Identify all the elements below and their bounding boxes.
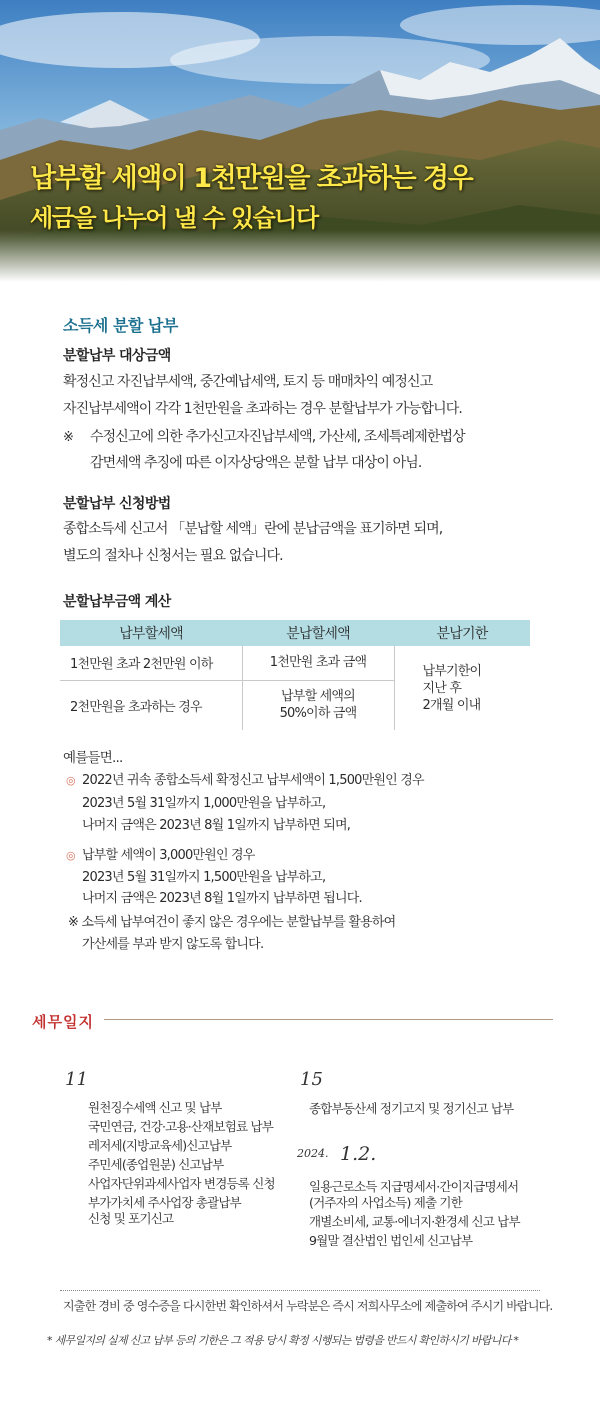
column-header-installment: 분납할세액 bbox=[242, 620, 394, 646]
diary-date-right-top: 15 bbox=[300, 1069, 323, 1090]
examples-note-line-2: 가산세를 부과 받지 않도록 합니다. bbox=[82, 937, 264, 952]
table-row bbox=[60, 646, 530, 680]
installment-line-1: 납부할 세액의 bbox=[281, 689, 355, 705]
target-note-line-1: 수정신고에 의한 추가신고자진납부세액, 가산세, 조세특례제한법상 bbox=[90, 429, 465, 445]
bullet-icon: ◎ bbox=[66, 849, 76, 862]
calc-heading: 분할납부금액 계산 bbox=[63, 594, 171, 610]
method-line-1: 종합소득세 신고서 「분납할 세액」란에 분납금액을 표기하면 되며, bbox=[63, 521, 443, 537]
example-2-line-1: 납부할 세액이 3,000만원인 경우 bbox=[82, 848, 255, 863]
diary-date-month-day: 1.2. bbox=[340, 1143, 377, 1165]
diary-left-item: 신청 및 포기신고 bbox=[88, 1211, 174, 1226]
table-cell-deadline bbox=[394, 646, 530, 730]
diary-date-left: 11 bbox=[65, 1069, 88, 1090]
example-1-line-3: 나머지 금액은 2023년 8월 1일까지 납부하면 되며, bbox=[82, 818, 351, 833]
method-line-2: 별도의 절차나 신청서는 필요 없습니다. bbox=[63, 548, 283, 564]
column-header-tax: 납부할세액 bbox=[60, 620, 242, 646]
footer-note: 지출한 경비 중 영수증을 다시한번 확인하셔서 누락분은 즉시 저희사무소에 제출하여 주시기 바랍니다. bbox=[63, 1299, 553, 1313]
method-heading: 분할납부 신청방법 bbox=[63, 496, 171, 512]
deadline-line-3: 2개월 이내 bbox=[422, 697, 481, 713]
diary-left-item: 사업자단위과세사업자 변경등록 신청 bbox=[88, 1176, 275, 1191]
diary-left-item: 레저세(지방교육세)신고납부 bbox=[88, 1138, 232, 1153]
diary-left-item: 주민세(종업원분) 신고납부 bbox=[88, 1157, 224, 1172]
deadline-line-2: 지난 후 bbox=[422, 680, 462, 696]
example-2-line-3: 나머지 금액은 2023년 8월 1일까지 납부하면 됩니다. bbox=[82, 891, 362, 906]
column-header-deadline: 분납기한 bbox=[394, 620, 530, 646]
diary-left-item: 원천징수세액 신고 및 납부 bbox=[88, 1100, 222, 1115]
disclaimer: * 세무일지의 실제 신고 납부 등의 기한은 그 적용 당시 확정 시행되는 법령을 반드시 확인하시기 바랍니다 * bbox=[47, 1334, 519, 1347]
hero-subtitle: 세금을 나누어 낼 수 있습니다 bbox=[30, 204, 318, 232]
diary-divider bbox=[104, 1019, 553, 1020]
dotted-divider bbox=[60, 1290, 540, 1291]
example-1-line-2: 2023년 5월 31일까지 1,000만원을 납부하고, bbox=[82, 796, 326, 811]
diary-right-item: 개별소비세, 교통·에너지·환경세 신고 납부 bbox=[309, 1214, 520, 1229]
target-line-2: 자진납부세액이 각각 1천만원을 초과하는 경우 분할납부가 가능합니다. bbox=[63, 401, 462, 417]
diary-right-item: 9월말 결산법인 법인세 신고납부 bbox=[309, 1233, 473, 1248]
installment-line-2: 50%이하 금액 bbox=[279, 706, 357, 722]
table-cell-tax: 2천만원을 초과하는 경우 bbox=[70, 699, 202, 715]
table-cell-tax: 1천만원 초과 2천만원 이하 bbox=[60, 646, 242, 680]
table-cell-installment: 1천만원 초과 금액 bbox=[242, 646, 394, 680]
deadline-line-1: 납부기한이 bbox=[422, 663, 482, 679]
note-mark: ※ bbox=[63, 430, 74, 445]
target-line-1: 확정신고 자진납부세액, 중간예납세액, 토지 등 매매차익 예정신고 bbox=[63, 374, 433, 390]
diary-date-year: 2024. bbox=[297, 1147, 329, 1160]
hero-title: 납부할 세액이 1천만원을 초과하는 경우 bbox=[30, 163, 473, 194]
example-1-line-1: 2022년 귀속 종합소득세 확정신고 납부세액이 1,500만원인 경우 bbox=[82, 773, 424, 788]
target-heading: 분할납부 대상금액 bbox=[63, 348, 171, 364]
diary-right-item: 종합부동산세 정기고지 및 정기신고 납부 bbox=[309, 1101, 514, 1116]
bullet-icon: ◎ bbox=[66, 774, 76, 787]
hero-banner bbox=[0, 0, 600, 282]
diary-title: 세무일지 bbox=[32, 1013, 94, 1031]
target-note-line-2: 감면세액 추징에 따른 이자상당액은 분할 납부 대상이 아님. bbox=[90, 455, 422, 471]
table-cell-installment bbox=[242, 680, 394, 730]
diary-right-item: (거주자의 사업소득) 제출 기한 bbox=[309, 1195, 462, 1210]
installment-table bbox=[60, 620, 530, 730]
section-title: 소득세 분할 납부 bbox=[63, 316, 178, 335]
examples-intro: 예를들면... bbox=[63, 750, 123, 766]
mountain-landscape-image bbox=[0, 0, 600, 282]
example-2-line-2: 2023년 5월 31일까지 1,500만원을 납부하고, bbox=[82, 870, 326, 885]
diary-left-item: 국민연금, 건강·고용·산재보험료 납부 bbox=[88, 1119, 273, 1134]
diary-left-item: 부가가치세 주사업장 총괄납부 bbox=[88, 1195, 241, 1210]
diary-right-item: 일용근로소득 지급명세서·간이지급명세서 bbox=[309, 1179, 519, 1194]
examples-note-line-1: ※ 소득세 납부여건이 좋지 않은 경우에는 분할납부를 활용하여 bbox=[68, 915, 396, 930]
